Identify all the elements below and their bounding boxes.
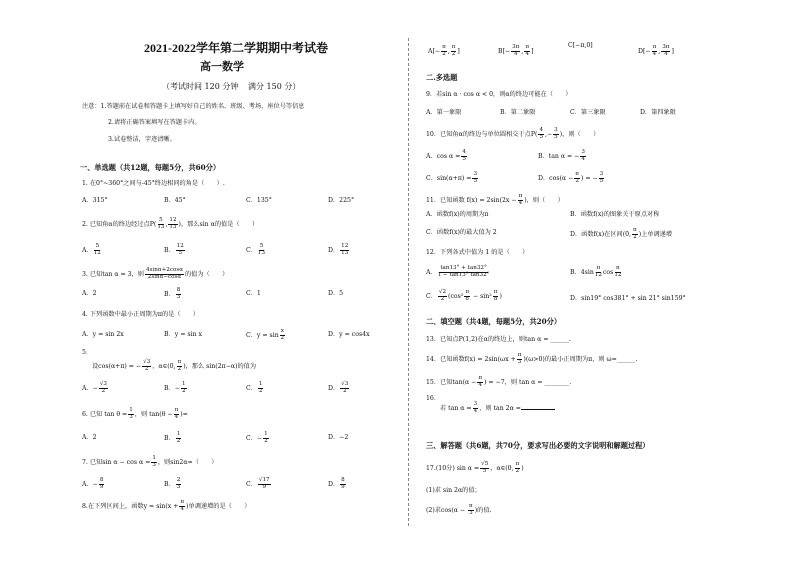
q12-option-a: A． $\frac{\tan 13^\circ + \tan 32^\circ}{1 - \tan 13^\circ \tan 32^\circ}$ [426,265,490,278]
full-score: 满分 150 分） [248,82,301,91]
q8-option-a: A[− $\frac{\pi}{2}$ , $\frac{\pi}{2}$ ] [428,44,460,57]
q9-option-d: D．第四象限 [640,109,676,116]
q3-option-d: D．5 [328,290,344,297]
q5-stem: 设cos(α+π) = − $\frac{√3}{2}$ ，α∈(0, $\frac{\pi}{2}$ )，那么 sin(2π−α)的值为 [92,359,257,372]
q2-stem: 2. 已知角α的终边经过点P( $\frac{5}{13}$ , $\frac{12}{13}$ )，那么sin α的值是（ ） [82,217,259,230]
exam-subject: 高一数学 [200,61,244,73]
q4-option-b: B．y = sin x [164,331,202,338]
q10-option-b: B．tan α = − $\frac{3}{4}$ [538,149,585,162]
q15-text: 15．已知tan(α − $\frac{\pi}{4}$ ) = −7，则 tan α = ________. [426,375,572,388]
q7-option-b: B． $\frac{2}{3}$ [164,477,181,490]
q9-option-a: A．第一象限 [426,109,462,116]
q3-stem: 3. 已知tan α = 3，则 $\frac{4\sin\alpha+2\cos\alpha}{2\sin\alpha-\cos\alpha}$ 的值为（ ） [82,267,229,280]
q17-sub1: (1)求 sin 2α的值； [426,487,481,494]
q8-option-c: C[−π,0] [568,42,593,49]
q13-text: 13．已知点P(1,2)在α的终边上，则tan α = ______. [426,336,571,343]
q11-option-b: B．函数f(x)的图象关于原点对称 [570,211,660,218]
q12-option-b: B．4sin $\frac{\pi}{12}$ cos $\frac{\pi}{12}$ [570,265,622,278]
q8-option-b: B[− $\frac{3\pi}{4}$ , $\frac{\pi}{4}$ ] [498,44,534,57]
q5-option-b: B．− $\frac{1}{2}$ [164,381,186,394]
q6-option-c: C．− $\frac{1}{2}$ [246,431,268,444]
q6-stem: 6. 已知 tan θ = $\frac{1}{3}$ ，则 tan(θ − $\frac{\pi}{4}$ )= [82,407,188,420]
q1-option-c: C．135° [246,197,272,204]
q2-option-a: A． $\frac{5}{12}$ [82,243,101,256]
q7-option-c: C． $\frac{√17}{9}$ [246,477,270,490]
column-divider [408,38,409,526]
q14-text: 14．已知函数f(x) = 2sin(ωx + $\frac{\pi}{3}$ )(ω>0)的最小正周期为π，则 ω=______. [426,352,638,365]
exam-time: （考试时间 120 分钟 [162,82,239,91]
q3-option-b: B． $\frac{8}{3}$ [164,287,181,300]
q7-option-a: A．− $\frac{8}{9}$ [82,477,104,490]
q10-stem: 10．已知角α的终边与单位圆相交于点P( $\frac{4}{5}$ ,− $\frac{3}{5}$ )，则（ ） [426,127,600,140]
section-single-choice: 一、单选题（共12题，每题5分，共60分） [80,163,221,172]
q1-option-a: A．315° [82,197,108,204]
section-answer: 三、解答题（共6题，共70分，要求写出必要的文字说明和解题过程） [426,441,650,450]
section-multi-choice: 二.多选题 [426,73,458,82]
q1-option-b: B．45° [164,197,186,204]
q2-option-c: C． $\frac{5}{13}$ [246,243,266,256]
q9-stem: 9．若sin α · cos α < 0，则α的终边可能在（ ） [426,91,572,98]
q3-option-c: C．1 [246,290,261,297]
q5-option-d: D． $\frac{√3}{2}$ [328,381,349,394]
q16-number: 16． [426,395,441,402]
q5-option-c: C． $\frac{1}{2}$ [246,381,263,394]
q12-option-c: C． $\frac{√2}{2}$ (cos² $\frac{\pi}{8}$ − sin² $\frac{\pi}{8}$ ) [426,289,502,302]
q12-stem: 12．下列各式中值为 1 的是（ ） [426,249,529,256]
q4-option-c: C．y = sin $\frac{x}{2}$ [246,328,285,341]
q7-stem: 7. 已知sin α − cos α = $\frac{1}{3}$ ，则sin2α=（ ） [82,455,218,468]
q1-option-d: D．225° [328,197,355,204]
note-1: 注意：1.答题前在试卷和答题卡上填写好自己的姓名、班级、考场、座位号等信息 [82,103,305,110]
q8-stem: 8.在下列区间上，函数y = sin(x + $\frac{\pi}{4}$ )单调递增的是（ ） [82,499,251,512]
q2-option-d: D． $\frac{12}{13}$ [328,243,349,256]
q9-option-c: C．第三象限 [570,109,606,116]
q8-option-d: D[− $\frac{\pi}{4}$ , $\frac{3\pi}{4}$ ] [638,44,674,57]
q6-option-b: B． $\frac{1}{2}$ [164,431,181,444]
q17-sub2: (2)求cos(α − $\frac{\pi}{3}$ )的值. [426,503,492,516]
q17-stem: 17.(10分) sin α = $\frac{√5}{5}$ ，α∈(0, $\frac{\pi}{2}$ ) [426,461,524,474]
q2-option-b: B． $\frac{12}{5}$ [164,243,184,256]
q11-option-d: D．函数f(x)在区间(0, $\frac{\pi}{2}$ )上单调递增 [570,227,673,240]
note-2: 2.请将正确答案填写在答题卡内。 [108,119,201,126]
q4-stem: 4. 下列函数中最小正周期为π的是（ ） [82,311,200,318]
q6-option-a: A．2 [82,434,97,441]
q6-option-d: D．−2 [328,434,349,441]
q10-option-a: A．cos α = $\frac{4}{5}$ [426,149,466,162]
section-fill-blank: 二、填空题（共4题，每题5分，共20分） [426,317,562,326]
q4-option-a: A．y = sin 2x [82,331,124,338]
q11-stem: 11．已知函数 f(x) = 2sin(2x − $\frac{\pi}{4}$ )，则（ ） [426,193,564,206]
q11-option-a: A．函数f(x)的周期为π [426,211,489,218]
note-3: 3.试卷整洁，字迹清晰。 [108,136,176,143]
q3-option-a: A．2 [82,290,97,297]
q16-text: 若 tan α = $\frac{3}{4}$ ，则 tan 2α = [440,402,555,415]
q12-option-d: D．sin19° cos381° + sin 21° sin159° [570,295,686,302]
q9-option-b: B．第二象限 [500,109,536,116]
exam-title: 2021-2022学年第二学期期中考试卷 [144,41,328,55]
q10-option-c: C．sin(α+π) = $\frac{3}{5}$ [426,171,478,184]
q11-option-c: C．函数f(x)的最大值为 2 [426,229,497,236]
q1-stem: 1. 在0°~360°之间与-45°终边相同的角是（ ）. [82,180,225,187]
q10-option-d: D．cos(α − $\frac{\pi}{2}$ ) = − $\frac{3}{5}$ [538,171,604,184]
q5-option-a: A．− $\frac{√3}{2}$ [82,381,107,394]
q7-option-d: D． $\frac{8}{9}$ [328,477,345,490]
q5-number: 5． [82,349,93,356]
q4-option-d: D．y = cos4x [328,331,370,338]
